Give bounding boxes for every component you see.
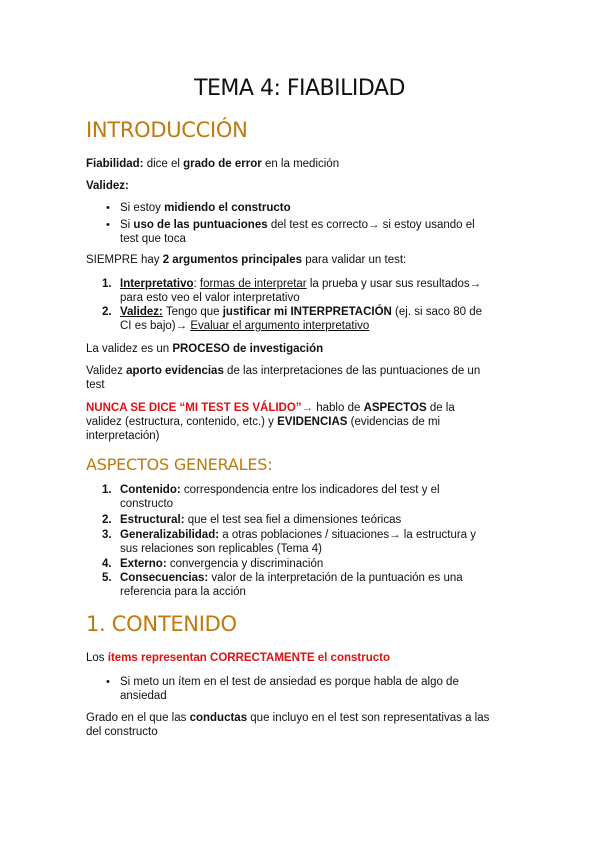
bold-term: Generalizabilidad:	[120, 529, 220, 541]
paragraph-items	[86, 651, 516, 665]
list-number: 1.	[102, 484, 112, 496]
bold-term: Consecuencias:	[120, 572, 209, 584]
list-number: 1.	[102, 278, 112, 290]
text: convergencia y discriminación	[166, 558, 324, 570]
list-number: 3.	[102, 529, 112, 541]
text: SIEMPRE hay	[86, 254, 163, 266]
bold-text: uso de las puntuaciones	[133, 219, 268, 231]
term-validez: Validez:	[86, 180, 129, 192]
red-emphasis-text: NUNCA SE DICE “MI TEST ES VÁLIDO”→	[86, 402, 314, 414]
list-item-generalizabilidad	[120, 528, 520, 556]
text: Los	[86, 652, 108, 664]
text: Si meto un ítem en el test de ansiedad es porque habla de algo de	[120, 676, 459, 688]
bold-text: aporto evidencias	[126, 365, 224, 377]
text: constructo	[120, 498, 174, 510]
paragraph-validez-label	[86, 179, 516, 193]
paragraph-aporto	[86, 364, 516, 392]
text: hablo de	[313, 402, 364, 414]
bold-term: Externo:	[120, 558, 167, 570]
underlined-text: formas de interpretar	[199, 278, 307, 290]
text: en la medición	[261, 158, 340, 170]
text: de las interpretaciones de las puntuaciones de un	[223, 365, 481, 377]
text: Si estoy	[120, 202, 165, 214]
bold-term: Estructural:	[120, 514, 185, 526]
text: test	[86, 379, 105, 391]
text: validez (estructura, contenido, etc.) y	[86, 416, 278, 428]
bold-text: justificar mi INTERPRETACIÓN	[222, 306, 392, 318]
text: valor de la interpretación de la puntuación es una	[208, 572, 463, 584]
paragraph-fiabilidad	[86, 157, 516, 171]
text: referencia para la acción	[120, 586, 246, 598]
underlined-text: Evaluar el argumento interpretativo	[190, 320, 370, 332]
text: (evidencias de mi	[347, 416, 441, 428]
bold-underline-term: Validez:	[120, 306, 163, 318]
bold-text: grado de error	[183, 158, 262, 170]
bold-underline-term: Interpretativo	[120, 278, 194, 290]
list-number: 2.	[102, 514, 112, 526]
list-item-contenido	[120, 483, 520, 511]
text: que el test sea fiel a dimensiones teóricas	[184, 514, 402, 526]
list-item-validez	[120, 305, 520, 333]
text: la prueba y usar sus resultados→	[306, 278, 482, 290]
list-item-externo	[120, 557, 520, 571]
bullet-icon: •	[106, 202, 110, 214]
paragraph-nunca	[86, 401, 516, 443]
text: a otras poblaciones / situaciones→ la estructura y	[219, 529, 477, 541]
text: Tengo que	[162, 306, 223, 318]
text: interpretación)	[86, 430, 160, 442]
list-item	[120, 675, 520, 703]
text: (ej. si saco 80 de	[391, 306, 482, 318]
list-item	[120, 201, 520, 215]
list-number: 2.	[102, 306, 112, 318]
bold-text: conductas	[189, 712, 248, 724]
paragraph-siempre	[86, 253, 516, 267]
list-item	[120, 218, 520, 246]
text: correspondencia entre los indicadores del test y el	[180, 484, 440, 496]
bold-term: Contenido:	[120, 484, 181, 496]
text: del constructo	[86, 726, 158, 738]
bullet-icon: •	[106, 676, 110, 688]
paragraph-grado	[86, 711, 516, 739]
bold-text: PROCESO de investigación	[172, 343, 324, 355]
list-number: 4.	[102, 558, 112, 570]
page-title: TEMA 4: FIABILIDAD	[194, 76, 405, 101]
text: La validez es un	[86, 343, 173, 355]
list-item-interpretativo	[120, 277, 520, 305]
text: que incluyo en el test son representativas a las	[247, 712, 490, 724]
text: Validez	[86, 365, 127, 377]
text: ansiedad	[120, 690, 167, 702]
heading-introduccion: INTRODUCCIÓN	[86, 118, 248, 142]
list-number: 5.	[102, 572, 112, 584]
red-emphasis-text: ítems representan CORRECTAMENTE el constructo	[107, 652, 390, 664]
text: Si	[120, 219, 134, 231]
heading-contenido: 1. CONTENIDO	[86, 612, 237, 636]
bold-text: ASPECTOS	[363, 402, 427, 414]
text: para esto veo el valor interpretativo	[120, 292, 300, 304]
text: sus relaciones son replicables (Tema 4)	[120, 543, 322, 555]
text: de la	[426, 402, 455, 414]
text: test que toca	[120, 233, 186, 245]
term-fiabilidad: Fiabilidad:	[86, 158, 144, 170]
text: :	[193, 278, 200, 290]
bold-text: midiendo el constructo	[164, 202, 291, 214]
heading-aspectos-generales: ASPECTOS GENERALES:	[86, 455, 273, 474]
bold-text: 2 argumentos principales	[162, 254, 303, 266]
list-item-estructural	[120, 513, 520, 527]
text: para validar un test:	[302, 254, 407, 266]
text: del test es correcto→ si estoy usando el	[267, 219, 475, 231]
text: dice el	[143, 158, 184, 170]
bold-text: EVIDENCIAS	[277, 416, 348, 428]
list-item-consecuencias	[120, 571, 520, 599]
bullet-icon: •	[106, 219, 110, 231]
text: Grado en el que las	[86, 712, 190, 724]
text: CI es bajo)→	[120, 320, 191, 332]
paragraph-proceso	[86, 342, 516, 356]
